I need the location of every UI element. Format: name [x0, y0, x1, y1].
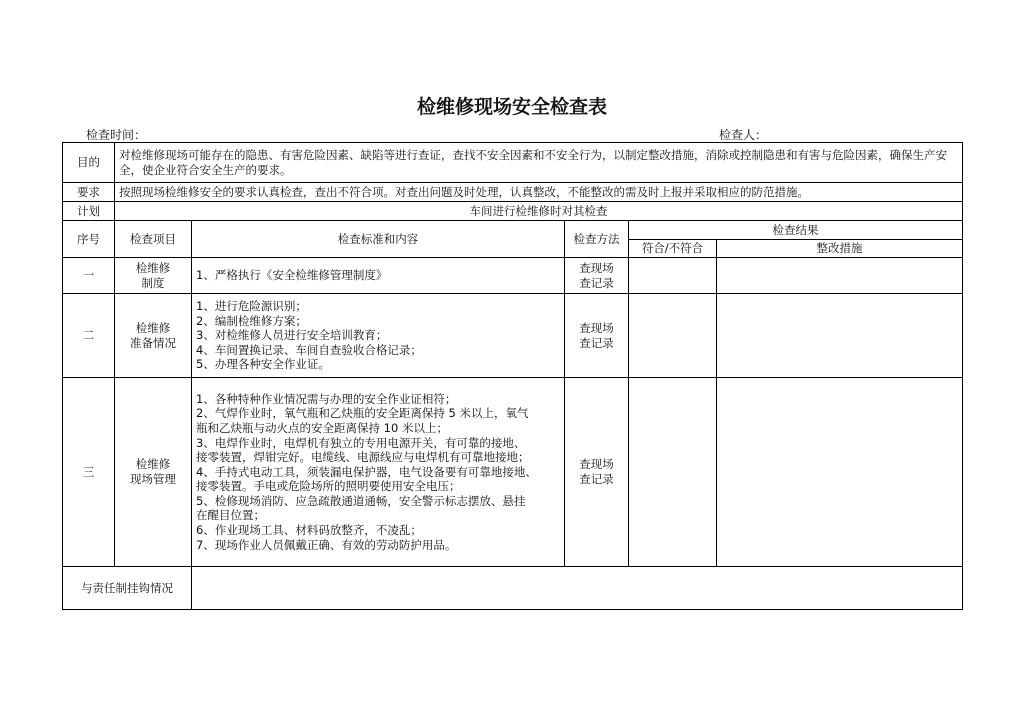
standard-line: 5、办理各种安全作业证。 — [196, 357, 330, 372]
standard-line: 6、作业现场工具、材料码放整齐，不凌乱； — [196, 523, 422, 538]
row-item — [115, 258, 192, 294]
row-no: 三 — [63, 378, 115, 567]
row-item — [115, 378, 192, 567]
purpose-row — [63, 143, 963, 183]
standard-line: 在醒目位置； — [196, 508, 265, 523]
header-standard: 检查标准和内容 — [192, 221, 565, 258]
row-method — [565, 294, 629, 378]
footer-cell[interactable] — [192, 567, 963, 610]
standard-line: 7、现场作业人员佩戴正确、有效的劳动防护用品。 — [196, 537, 457, 552]
method-line: 查记录 — [579, 275, 614, 290]
footer-label: 与责任制挂钩情况 — [63, 567, 192, 610]
footer-row — [63, 567, 963, 610]
standard-line: 3、电焊作业时，电焊机有独立的专用电源开关，有可靠的接地、 — [196, 435, 526, 450]
table-row — [63, 258, 963, 294]
standard-line: 1、各种特种作业情况需与办理的安全作业证相符； — [196, 391, 457, 406]
standard-line: 1、严格执行《安全检维修管理制度》 — [196, 268, 388, 283]
row-item — [115, 294, 192, 378]
header-rectify: 整改措施 — [717, 240, 963, 258]
item-line: 检维修 — [135, 260, 171, 275]
item-line: 准备情况 — [130, 335, 176, 350]
inspection-table — [62, 142, 963, 610]
standard-line: 瓶和乙炔瓶与动火点的安全距离保持 10 米以上； — [196, 420, 448, 435]
row-method — [565, 258, 629, 294]
row-no: 二 — [63, 294, 115, 378]
method-line: 查现场 — [579, 320, 614, 335]
header-conform: 符合/不符合 — [629, 240, 717, 258]
standard-line: 2、编制检维修方案； — [196, 313, 307, 328]
header-result: 检查结果 — [629, 221, 963, 240]
header-method: 检查方法 — [565, 221, 629, 258]
inspection-time-label: 检查时间： — [86, 128, 147, 142]
conform-cell[interactable] — [629, 378, 717, 567]
method-line: 查记录 — [579, 472, 614, 486]
page-title: 检维修现场安全检查表 — [416, 96, 607, 118]
rectify-cell[interactable] — [717, 294, 963, 378]
row-standards — [192, 378, 565, 567]
purpose-text: 对检维修现场可能存在的隐患、有害危险因素、缺陷等进行查证，查找不安全因素和不安全行为，以制定整改措施，消除或控制隐患和有害与危险因素，确保生产安全，使企业符合安全生产的要求。 — [115, 143, 963, 183]
table-row — [63, 294, 963, 378]
standard-line: 接零装置。手电或危险场所的照明要使用安全电压； — [196, 479, 461, 494]
plan-text: 车间进行检维修时对其检查 — [115, 202, 963, 221]
item-line: 检维修 — [135, 457, 171, 471]
rectify-cell[interactable] — [717, 258, 963, 294]
conform-cell[interactable] — [629, 258, 717, 294]
item-line: 制度 — [141, 275, 165, 290]
header-no: 序号 — [63, 221, 115, 258]
method-line: 查现场 — [579, 457, 614, 471]
row-method — [565, 378, 629, 567]
table-row — [63, 378, 963, 567]
item-line: 检维修 — [135, 320, 171, 335]
purpose-label: 目的 — [63, 143, 115, 183]
row-standards — [192, 294, 565, 378]
requirement-text: 按照现场检维修安全的要求认真检查，查出不符合项。对查出问题及时处理，认真整改，不能整改的需及时上报并采取相应的防范措施。 — [115, 183, 963, 202]
conform-cell[interactable] — [629, 294, 717, 378]
standard-line: 2、气焊作业时，氧气瓶和乙炔瓶的安全距离保持 5 米以上，氧气 — [196, 406, 529, 421]
item-line: 现场管理 — [130, 472, 176, 486]
row-standards — [192, 258, 565, 294]
plan-label: 计划 — [63, 202, 115, 221]
standard-line: 3、对检维修人员进行安全培训教育； — [196, 328, 388, 343]
row-no: 一 — [63, 258, 115, 294]
standard-line: 1、进行危险源识别； — [196, 299, 307, 314]
header-item: 检查项目 — [115, 221, 192, 258]
plan-row — [63, 202, 963, 221]
inspector-label: 检查人： — [719, 128, 768, 142]
rectify-cell[interactable] — [717, 378, 963, 567]
method-line: 查记录 — [579, 335, 614, 350]
header-row — [63, 221, 963, 240]
standard-line: 4、手持式电动工具，须装漏电保护器，电气设备要有可靠地接地、 — [196, 464, 537, 479]
standard-line: 5、检修现场消防、应急疏散通道通畅，安全警示标志摆放、悬挂 — [196, 493, 526, 508]
method-line: 查现场 — [579, 260, 614, 275]
standard-line: 4、车间置换记录、车间自查验收合格记录； — [196, 342, 422, 357]
standard-line: 接零装置，焊钳完好。电缆线、电源线应与电焊机有可靠地接地； — [196, 450, 530, 465]
requirement-label: 要求 — [63, 183, 115, 202]
requirement-row — [63, 183, 963, 202]
